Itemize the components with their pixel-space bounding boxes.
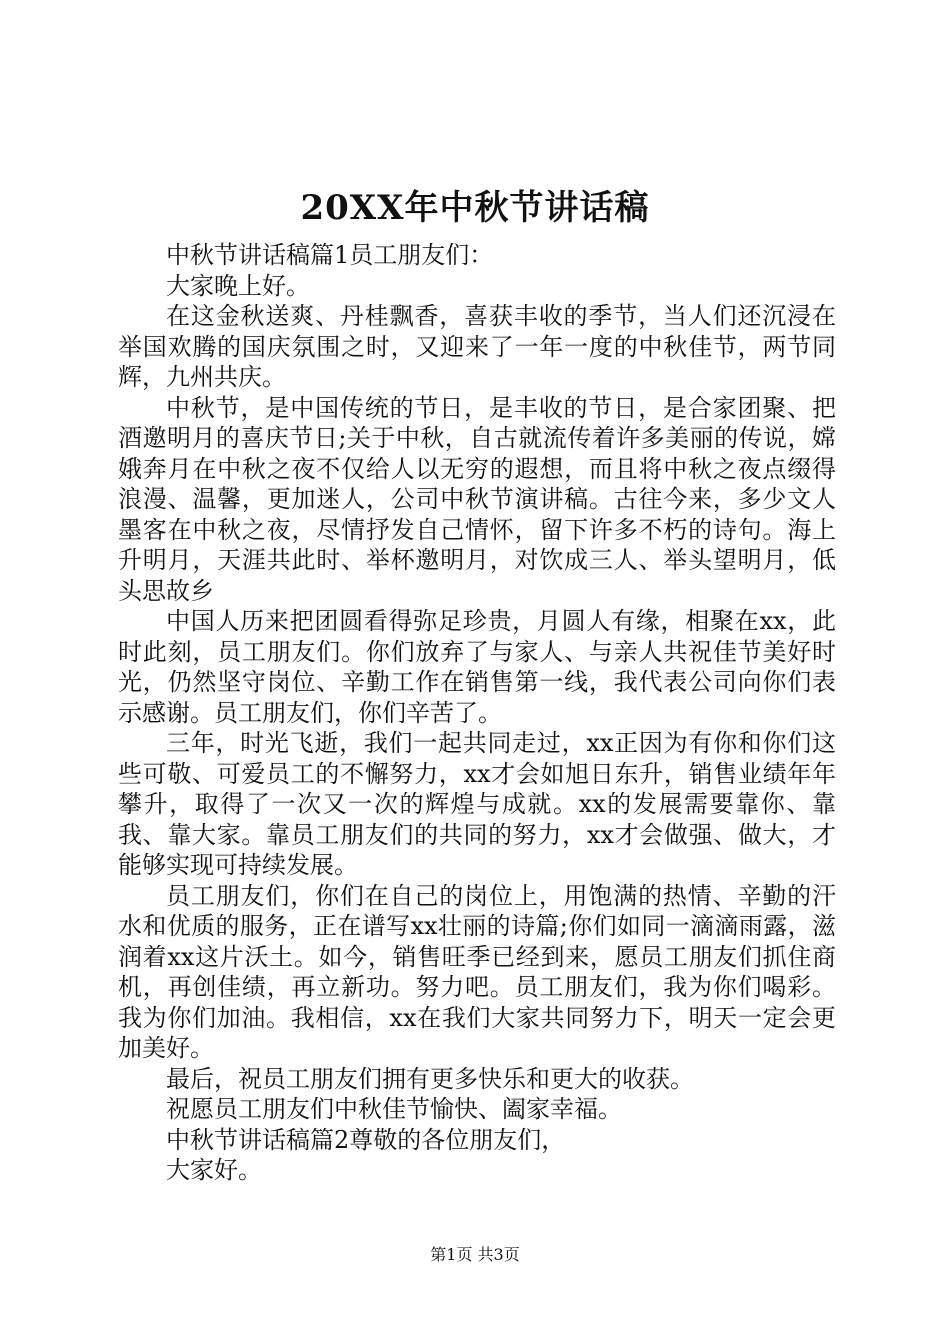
- document-title: 20XX年中秋节讲话稿: [300, 188, 650, 228]
- paragraph-7: 员工朋友们，你们在自己的岗位上，用饱满的热情、辛勤的汗水和优质的服务，正在谱写xx壮丽的诗篇;你们如同一滴滴雨露，滋润着xx这片沃土。如今，销售旺季已经到来，愿员工朋友们抓住商机，再创佳绩，再立新功。努力吧。员工朋友们，我为你们喝彩。我为你们加油。我相信，xx在我们大家共同努力下，明天一定会更加美好。: [118, 881, 836, 1062]
- paragraph-11: 大家好。: [166, 1156, 262, 1184]
- paragraph-3: 在这金秋送爽、丹桂飘香，喜获丰收的季节，当人们还沉浸在举国欢腾的国庆氛围之时，又迎来了一年一度的中秋佳节，两节同辉，九州共庆。: [118, 302, 836, 391]
- paragraph-2: 大家晚上好。: [166, 271, 310, 300]
- paragraph-9: 祝愿员工朋友们中秋佳节愉快、阖家幸福。: [166, 1095, 622, 1123]
- paragraph-1: 中秋节讲话稿篇1员工朋友们：: [166, 241, 494, 269]
- paragraph-4: 中秋节，是中国传统的节日，是丰收的节日，是合家团聚、把酒邀明月的喜庆节日;关于中秋，自古就流传着许多美丽的传说，嫦娥奔月在中秋之夜不仅给人以无穷的遐想，而且将中秋之夜点缀得浪漫、温馨，更加迷人，公司中秋节演讲稿。古往今来，多少文人墨客在中秋之夜，尽情抒发自己情怀，留下许多不朽的诗句。海上升明月，天涯共此时、举杯邀明月，对饮成三人、举头望明月，低头思故乡: [118, 393, 836, 605]
- paragraph-10: 中秋节讲话稿篇2尊敬的各位朋友们，: [166, 1125, 566, 1154]
- page-number-footer: 第1页 共3页: [430, 1245, 520, 1264]
- paragraph-6: 三年，时光飞逝，我们一起共同走过，xx正因为有你和你们这些可敬、可爱员工的不懈努力，xx才会如旭日东升，销售业绩年年攀升，取得了一次又一次的辉煌与成就。xx的发展需要靠你、靠我、靠大家。靠员工朋友们的共同的努力，xx才会做强、做大，才能够实现可持续发展。: [118, 729, 836, 879]
- document-body: [118, 240, 836, 1186]
- paragraph-8: 最后，祝员工朋友们拥有更多快乐和更大的收获。: [166, 1064, 694, 1093]
- paragraph-5: 中国人历来把团圆看得弥足珍贵，月圆人有缘，相聚在xx，此时此刻，员工朋友们。你们放弃了与家人、与亲人共祝佳节美好时光，仍然坚守岗位、辛勤工作在销售第一线，我代表公司向你们表示感谢。员工朋友们，你们辛苦了。: [118, 607, 836, 727]
